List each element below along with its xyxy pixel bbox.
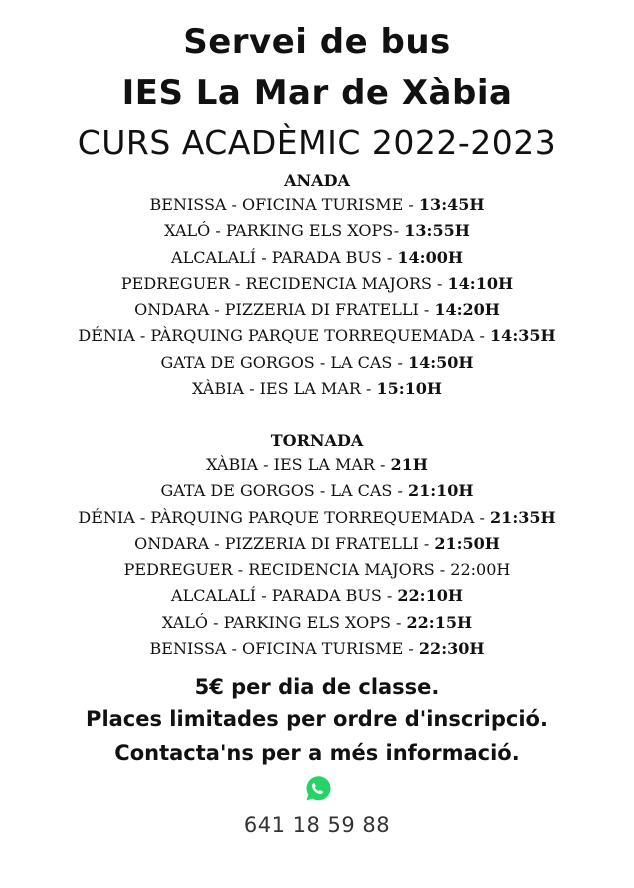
schedule-row: [0, 376, 634, 402]
schedule-row: [0, 323, 634, 349]
stop-time: 22:10H: [397, 586, 463, 606]
phone-number[interactable]: 641 18 59 88: [243, 813, 391, 837]
stop-time: 21:50H: [434, 533, 500, 553]
stop-name: ONDARA - PIZZERIA DI FRATELLI -: [134, 533, 435, 553]
title-academic-year: CURS ACADÈMIC 2022-2023: [77, 123, 557, 162]
stop-name: PEDREGUER - RECIDENCIA MAJORS -: [123, 560, 451, 580]
stop-name: XÀBIA - IES LA MAR -: [191, 379, 377, 399]
schedule-row: [0, 271, 634, 297]
return-schedule: [0, 430, 634, 662]
schedule-row: [0, 531, 634, 557]
stop-name: DÉNIA - PÀRQUING PARQUE TORREQUEMADA -: [78, 507, 491, 527]
stop-name: XALÓ - PARKING ELS XOPS -: [161, 612, 407, 632]
stop-time: 21:35H: [490, 507, 556, 527]
stop-name: PEDREGUER - RECIDENCIA MAJORS -: [120, 273, 448, 293]
schedule-row: [0, 583, 634, 609]
schedule-row: [0, 557, 634, 583]
stop-name: ALCALALÍ - PARADA BUS -: [171, 586, 398, 606]
stop-name: ONDARA - PIZZERIA DI FRATELLI -: [134, 300, 435, 320]
stop-time: 21H: [390, 455, 428, 474]
limited-places-note: Places limitades per ordre d'inscripció.: [86, 707, 548, 731]
stop-name: XÀBIA - IES LA MAR -: [206, 455, 391, 474]
price-note: 5€ per dia de classe.: [194, 675, 440, 699]
stop-time: 21:10H: [407, 481, 474, 501]
outbound-schedule: [0, 170, 634, 402]
schedule-row: [0, 452, 634, 478]
stop-time: 13:55H: [404, 221, 470, 241]
stop-name: BENISSA - OFICINA TURISME -: [149, 639, 419, 659]
schedule-row: [0, 218, 634, 244]
outbound-heading: ANADA: [284, 171, 350, 190]
stop-name: DÉNIA - PÀRQUING PARQUE TORREQUEMADA -: [78, 326, 491, 346]
schedule-row: [0, 505, 634, 531]
schedule-row: [0, 192, 634, 218]
contact-note: Contacta'ns per a més informació.: [114, 741, 520, 765]
stop-name: ALCALALÍ - PARADA BUS -: [171, 247, 398, 267]
stop-time: 22:30H: [418, 639, 485, 659]
stop-time: 14:20H: [434, 300, 500, 320]
stop-time: 15:10H: [376, 379, 443, 399]
schedule-row: [0, 610, 634, 636]
stop-name: BENISSA - OFICINA TURISME -: [149, 195, 419, 214]
title-school: IES La Mar de Xàbia: [121, 73, 513, 113]
schedule-row: [0, 297, 634, 323]
stop-time: 14:10H: [447, 273, 514, 293]
stop-time: 14:35H: [490, 326, 556, 346]
stop-time: 14:00H: [397, 247, 463, 267]
stop-name: GATA DE GORGOS - LA CAS -: [160, 352, 408, 372]
stop-time: 22:15H: [406, 612, 473, 632]
stop-time: 14:50H: [407, 352, 474, 372]
schedule-row: [0, 636, 634, 662]
stop-time: 13:45H: [418, 195, 485, 214]
schedule-row: [0, 350, 634, 376]
schedule-row: [0, 478, 634, 504]
stop-time: 22:00H: [450, 560, 511, 580]
stop-name: XALÓ - PARKING ELS XOPS-: [164, 221, 405, 241]
title-service: Servei de bus: [183, 22, 451, 62]
whatsapp-icon[interactable]: [302, 774, 332, 804]
stop-name: GATA DE GORGOS - LA CAS -: [160, 481, 408, 501]
schedule-row: [0, 245, 634, 271]
return-heading: TORNADA: [270, 431, 364, 450]
